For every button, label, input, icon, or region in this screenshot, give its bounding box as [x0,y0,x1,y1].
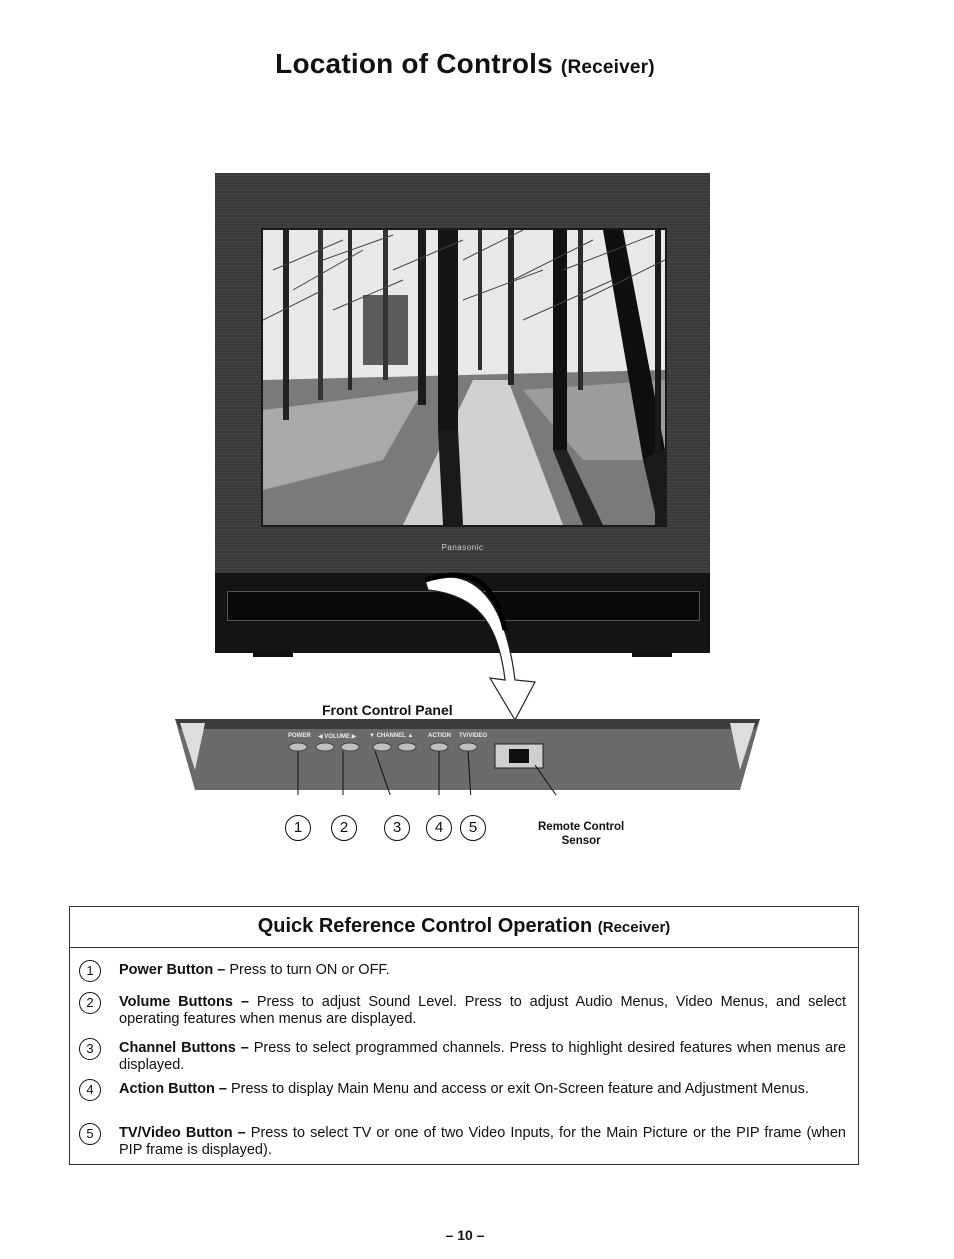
item-label: Channel Buttons – [119,1040,249,1056]
front-control-panel-label: Front Control Panel [322,702,453,718]
panel-text-action: ACTION [428,733,451,739]
remote-control-sensor-label [538,820,624,848]
item-description [119,1125,846,1159]
item-number-circle: 5 [79,1123,101,1145]
sensor-label-line2: Sensor [561,835,601,847]
page-number: – 10 – [445,1227,485,1243]
tv-brand-logo: Panasonic [441,543,484,552]
tv-foot-right [632,653,672,657]
quick-reference-title-main: Quick Reference Control Operation [257,915,593,937]
front-control-panel [175,715,760,795]
callout-number-4: 4 [426,815,452,841]
item-number-circle: 1 [79,960,101,982]
item-description [119,962,846,979]
item-text: Press to adjust Sound Level. Press to adjust Audio Menus, Video Menus, and select operating features when menus are displayed. [119,994,847,1027]
item-label: Action Button – [119,1081,227,1097]
page-title-sub: (Receiver) [560,57,655,78]
park-scene-image [263,230,665,525]
quick-reference-title [70,915,858,938]
item-label: Volume Buttons – [119,994,249,1010]
callout-number-2: 2 [331,815,357,841]
tv-screen-picture [261,228,667,527]
callout-number-3: 3 [384,815,410,841]
item-description [119,1081,846,1098]
quick-reference-divider [70,947,858,948]
sensor-label-line1: Remote Control [538,821,625,833]
item-label: Power Button – [119,962,226,978]
panel-text-channel: ▼ CHANNEL ▲ [369,733,414,739]
callout-number-5: 5 [460,815,486,841]
item-label: TV/Video Button – [119,1125,246,1141]
page-title-main: Location of Controls [275,48,553,79]
item-text: Press to turn ON or OFF. [225,962,390,978]
panel-text-power: POWER [288,733,311,739]
tv-foot-left [253,653,293,657]
item-text: Press to select TV or one of two Video Inputs, for the Main Picture or the PIP frame (when PIP frame is displayed). [119,1125,846,1158]
item-text: Press to display Main Menu and access or exit On-Screen feature and Adjustment Menus. [226,1081,809,1097]
item-text: Press to select programmed channels. Press to highlight desired features when menus are displayed. [119,1040,846,1073]
callout-number-1: 1 [285,815,311,841]
item-number-circle: 3 [79,1038,101,1060]
quick-reference-title-sub: (Receiver) [597,919,671,936]
page-title [0,48,930,80]
panel-text-tvvideo: TV/VIDEO [459,733,488,739]
panel-text-volume: ◀ VOLUME ▶ [318,734,357,740]
item-description [119,994,846,1028]
item-number-circle: 2 [79,992,101,1014]
item-description [119,1040,846,1074]
quick-reference-box [69,906,859,1165]
item-number-circle: 4 [79,1079,101,1101]
